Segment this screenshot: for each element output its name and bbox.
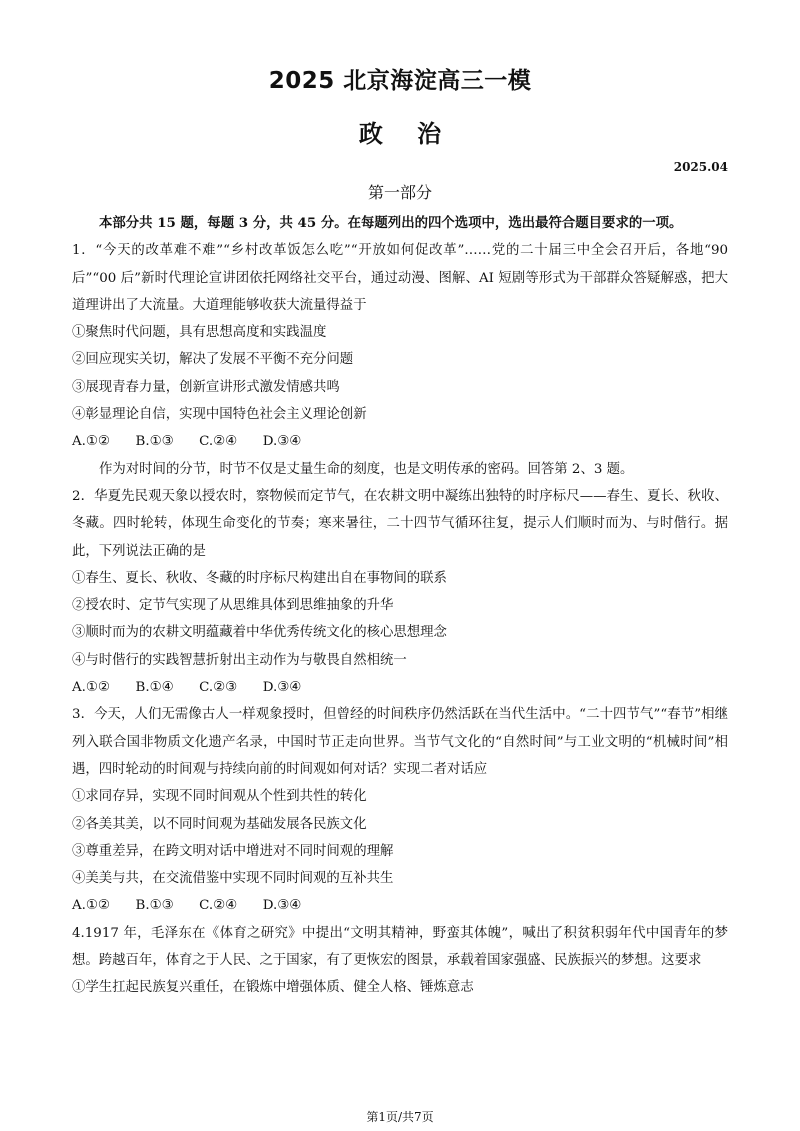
subject-title: 政 治	[358, 120, 442, 148]
question-2-item: ③顺时而为的农耕文明蕴藏着中华优秀传统文化的核心思想理念	[72, 625, 447, 641]
question-4-item: ①学生扛起民族复兴重任，在锻炼中增强体质、健全人格、锤炼意志	[72, 980, 474, 996]
question-1-options: A.①② B.①③ C.②④ D.③④	[72, 434, 302, 450]
question-3-item: ①求同存异，实现不同时间观从个性到共性的转化	[72, 789, 367, 805]
question-1-stem: 1．“今天的改革难不难”“乡村改革饭怎么吃”“开放如何促改革”……党的二十届三中全会召开后，各地“90 后”“00 后”新时代理论宣讲团依托网络社交平台，通过动漫、图解、AI 短剧等形式为干部群众答疑解惑，把大道理讲出了大流量。大道理能够收获大流量得益于	[72, 243, 728, 313]
exam-date: 2025.04	[673, 160, 728, 174]
question-content	[72, 210, 728, 1002]
question-4-stem: 4.1917 年，毛泽东在《体育之研究》中提出“文明其精神，野蛮其体魄”，喊出了积贫积弱年代中国青年的梦想。跨越百年，体育之于人民、之于国家，有了更恢宏的图景，承载着国家强盛、民族振兴的梦想。这要求	[72, 925, 728, 969]
question-3-item: ③尊重差异，在跨文明对话中增进对不同时间观的理解	[72, 843, 394, 859]
question-1-item: ④彰显理论自信，实现中国特色社会主义理论创新	[72, 407, 367, 423]
question-3-options: A.①② B.①③ C.②④ D.③④	[72, 898, 302, 914]
question-1-item: ②回应现实关切，解决了发展不平衡不充分问题	[72, 352, 354, 368]
question-3-stem: 3．今天，人们无需像古人一样观象授时，但曾经的时间秩序仍然活跃在当代生活中。“二十四节气”“春节”相继列入联合国非物质文化遗产名录，中国时节正走向世界。当节气文化的“自然时间”与工业文明的“机械时间”相遇，四时轮动的时间观与持续向前的时间观如何对话？实现二者对话应	[72, 707, 728, 777]
question-3-item: ④美美与共，在交流借鉴中实现不同时间观的互补共生	[72, 871, 394, 887]
questions-2-3-intro: 作为对时间的分节，时节不仅是丈量生命的刻度，也是文明传承的密码。回答第 2、3 题。	[99, 461, 634, 477]
page-number: 第1页/共7页	[366, 1110, 434, 1124]
question-1-item: ①聚焦时代问题，具有思想高度和实践温度	[72, 325, 327, 341]
question-2-stem: 2．华夏先民观天象以授农时，察物候而定节气，在农耕文明中凝练出独特的时序标尺——春生、夏长、秋收、冬藏。四时轮转，体现生命变化的节奏；寒来暑往，二十四节气循环往复，提示人们顺时而为、与时偕行。据此，下列说法正确的是	[72, 488, 728, 559]
part-heading: 第一部分	[367, 183, 432, 202]
question-2-item: ④与时偕行的实践智慧折射出主动作为与敬畏自然相统一	[72, 652, 407, 668]
exam-title: 2025 北京海淀高三一模	[268, 68, 532, 94]
question-1-item: ③展现青春力量，创新宣讲形式激发情感共鸣	[72, 379, 340, 395]
section-instructions: 本部分共 15 题，每题 3 分，共 45 分。在每题列出的四个选项中，选出最符合题目要求的一项。	[99, 215, 683, 231]
question-3-item: ②各美其美，以不同时间观为基础发展各民族文化	[72, 816, 367, 832]
question-2-options: A.①② B.①④ C.②③ D.③④	[72, 680, 302, 696]
question-2-item: ②授农时、定节气实现了从思维具体到思维抽象的升华	[72, 598, 394, 614]
question-2-item: ①春生、夏长、秋收、冬藏的时序标尺构建出自在事物间的联系	[72, 570, 447, 586]
